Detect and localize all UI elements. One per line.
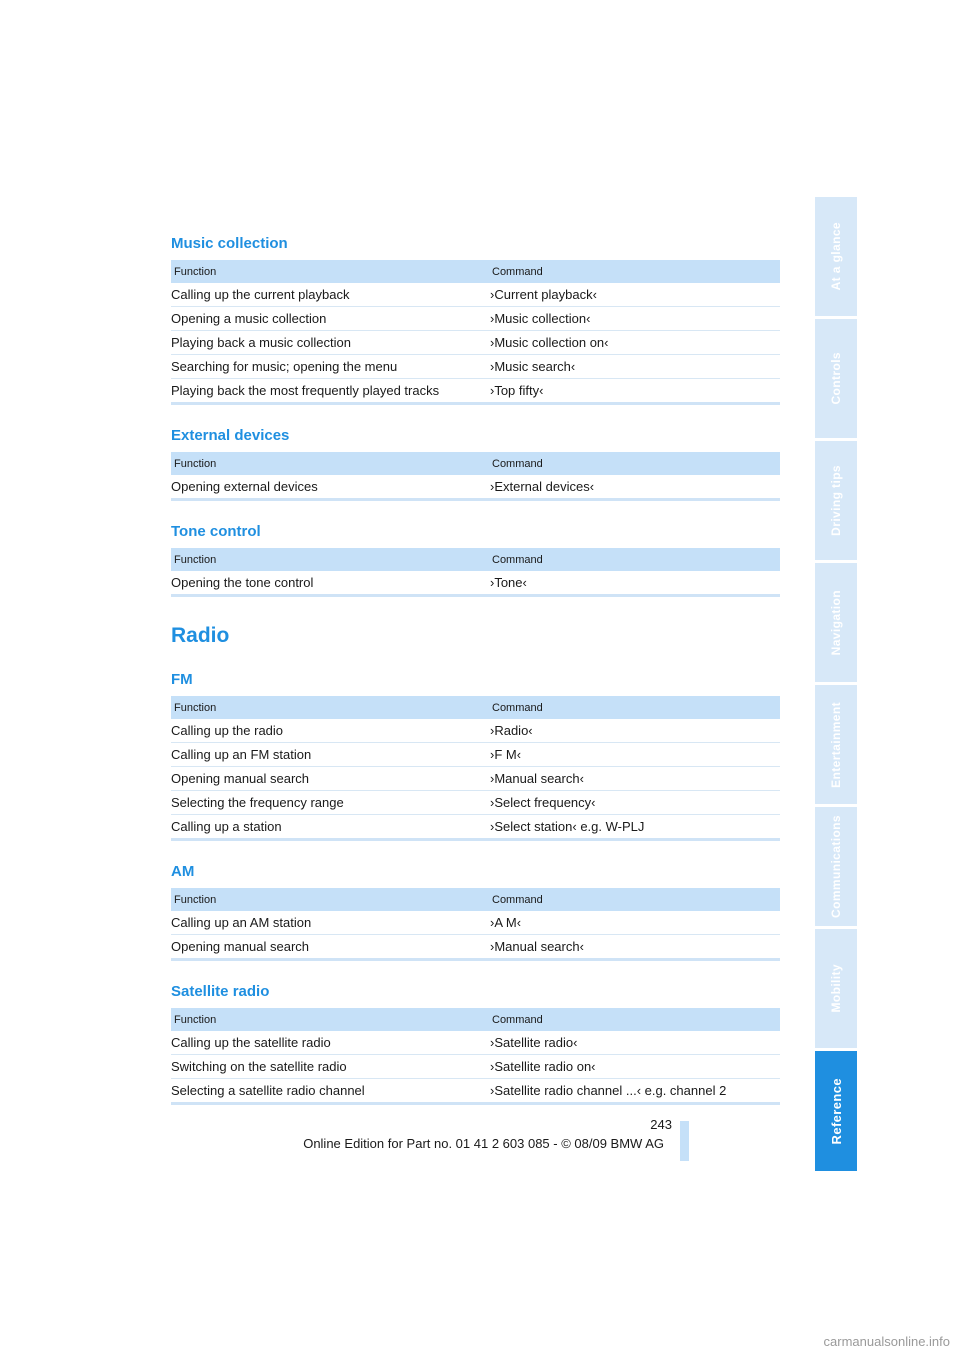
function-cell: Opening the tone control	[171, 575, 314, 590]
table-row	[171, 1031, 780, 1055]
voice-command-table	[171, 260, 780, 405]
chapter-tab-label: Communications	[829, 815, 843, 918]
chapter-tab-reference[interactable]	[815, 1051, 857, 1171]
command-cell: ›Radio‹	[489, 719, 780, 743]
table-header-row	[171, 260, 780, 283]
chapter-tab-driving-tips[interactable]	[815, 441, 857, 560]
column-header-command: Command	[489, 548, 780, 571]
table-row	[171, 1055, 780, 1079]
command-cell: ›Current playback‹	[489, 283, 780, 307]
chapter-tab-label: Controls	[829, 352, 843, 405]
column-header-command: Command	[489, 452, 780, 475]
command-cell: ›Satellite radio channel ...‹ e.g. channel 2	[490, 1083, 727, 1098]
table-row	[171, 379, 780, 404]
table-row	[171, 1079, 780, 1104]
table-row	[171, 283, 780, 307]
chapter-tab-at-a-glance[interactable]	[815, 197, 857, 316]
table-row	[171, 571, 780, 596]
column-header-command: Command	[489, 260, 780, 283]
voice-command-table	[171, 548, 780, 597]
command-cell: ›Satellite radio‹	[489, 1031, 780, 1055]
chapter-tab-label: At a glance	[829, 222, 843, 291]
page-number: 243	[650, 1117, 672, 1132]
chapter-tab-label: Driving tips	[829, 465, 843, 536]
command-cell: ›Select frequency‹	[489, 791, 780, 815]
chapter-tab-controls[interactable]	[815, 319, 857, 438]
table-row	[171, 355, 780, 379]
chapter-tab-navigation[interactable]	[815, 563, 857, 682]
function-cell: Calling up a station	[171, 819, 282, 834]
command-cell: ›Manual search‹	[489, 767, 780, 791]
voice-command-table	[171, 1008, 780, 1105]
function-cell: Opening manual search	[171, 939, 310, 954]
function-cell: Calling up the radio	[171, 719, 489, 743]
watermark: carmanualsonline.info	[823, 1334, 950, 1349]
table-row	[171, 475, 780, 500]
table-row	[171, 767, 780, 791]
table-row	[171, 743, 780, 767]
page-number-bar	[680, 1121, 689, 1161]
column-header-command: Command	[489, 1008, 780, 1031]
function-cell: Selecting a satellite radio channel	[171, 1083, 365, 1098]
table-row	[171, 307, 780, 331]
function-cell: Playing back the most frequently played tracks	[171, 383, 440, 398]
function-cell: Calling up an FM station	[171, 743, 489, 767]
column-header-function: Function	[171, 260, 489, 283]
function-cell: Playing back a music collection	[171, 331, 489, 355]
column-header-function: Function	[171, 888, 489, 911]
column-header-command: Command	[489, 888, 780, 911]
table-row	[171, 935, 780, 960]
table-row	[171, 331, 780, 355]
function-cell: Opening a music collection	[171, 307, 489, 331]
section-heading: FM	[171, 670, 193, 688]
function-cell: Calling up the current playback	[171, 283, 489, 307]
command-cell: ›Top fifty‹	[490, 383, 544, 398]
section-heading: AM	[171, 862, 195, 880]
table-header-row	[171, 888, 780, 911]
command-cell: ›Satellite radio on‹	[489, 1055, 780, 1079]
table-header-row	[171, 696, 780, 719]
section-heading: Music collection	[171, 234, 288, 252]
command-cell: ›Manual search‹	[490, 939, 584, 954]
column-header-function: Function	[171, 452, 489, 475]
function-cell: Switching on the satellite radio	[171, 1055, 489, 1079]
function-cell: Calling up the satellite radio	[171, 1031, 489, 1055]
voice-command-table	[171, 452, 780, 501]
chapter-tab-sidebar	[815, 197, 857, 1161]
command-cell: ›External devices‹	[490, 479, 595, 494]
chapter-tab-mobility[interactable]	[815, 929, 857, 1048]
table-row	[171, 911, 780, 935]
command-cell: ›Music collection‹	[489, 307, 780, 331]
column-header-function: Function	[171, 548, 489, 571]
table-row	[171, 719, 780, 743]
command-cell: ›Select station‹ e.g. W-PLJ	[490, 819, 645, 834]
table-header-row	[171, 452, 780, 475]
table-row	[171, 791, 780, 815]
voice-command-table	[171, 696, 780, 841]
column-header-command: Command	[489, 696, 780, 719]
edition-notice: Online Edition for Part no. 01 41 2 603 085 - © 08/09 BMW AG	[303, 1136, 664, 1151]
function-cell: Opening manual search	[171, 767, 489, 791]
section-heading: Satellite radio	[171, 982, 270, 1000]
column-header-function: Function	[171, 1008, 489, 1031]
command-cell: ›F M‹	[489, 743, 780, 767]
voice-command-table	[171, 888, 780, 961]
command-cell: ›Music collection on‹	[489, 331, 780, 355]
function-cell: Selecting the frequency range	[171, 791, 489, 815]
column-header-function: Function	[171, 696, 489, 719]
chapter-tab-label: Reference	[828, 1077, 844, 1145]
chapter-title: Radio	[171, 624, 230, 647]
table-row	[171, 815, 780, 840]
function-cell: Searching for music; opening the menu	[171, 355, 489, 379]
function-cell: Calling up an AM station	[171, 911, 489, 935]
chapter-tab-communications[interactable]	[815, 807, 857, 926]
table-header-row	[171, 548, 780, 571]
table-header-row	[171, 1008, 780, 1031]
command-cell: ›Tone‹	[490, 575, 527, 590]
command-cell: ›Music search‹	[489, 355, 780, 379]
chapter-tab-label: Mobility	[829, 964, 843, 1013]
command-cell: ›A M‹	[489, 911, 780, 935]
section-heading: Tone control	[171, 522, 261, 540]
manual-content	[171, 226, 780, 1118]
function-cell: Opening external devices	[171, 479, 318, 494]
chapter-tab-label: Navigation	[829, 589, 843, 656]
chapter-tab-label: Entertainment	[829, 701, 843, 788]
section-heading: External devices	[171, 426, 290, 444]
chapter-tab-entertainment[interactable]	[815, 685, 857, 804]
